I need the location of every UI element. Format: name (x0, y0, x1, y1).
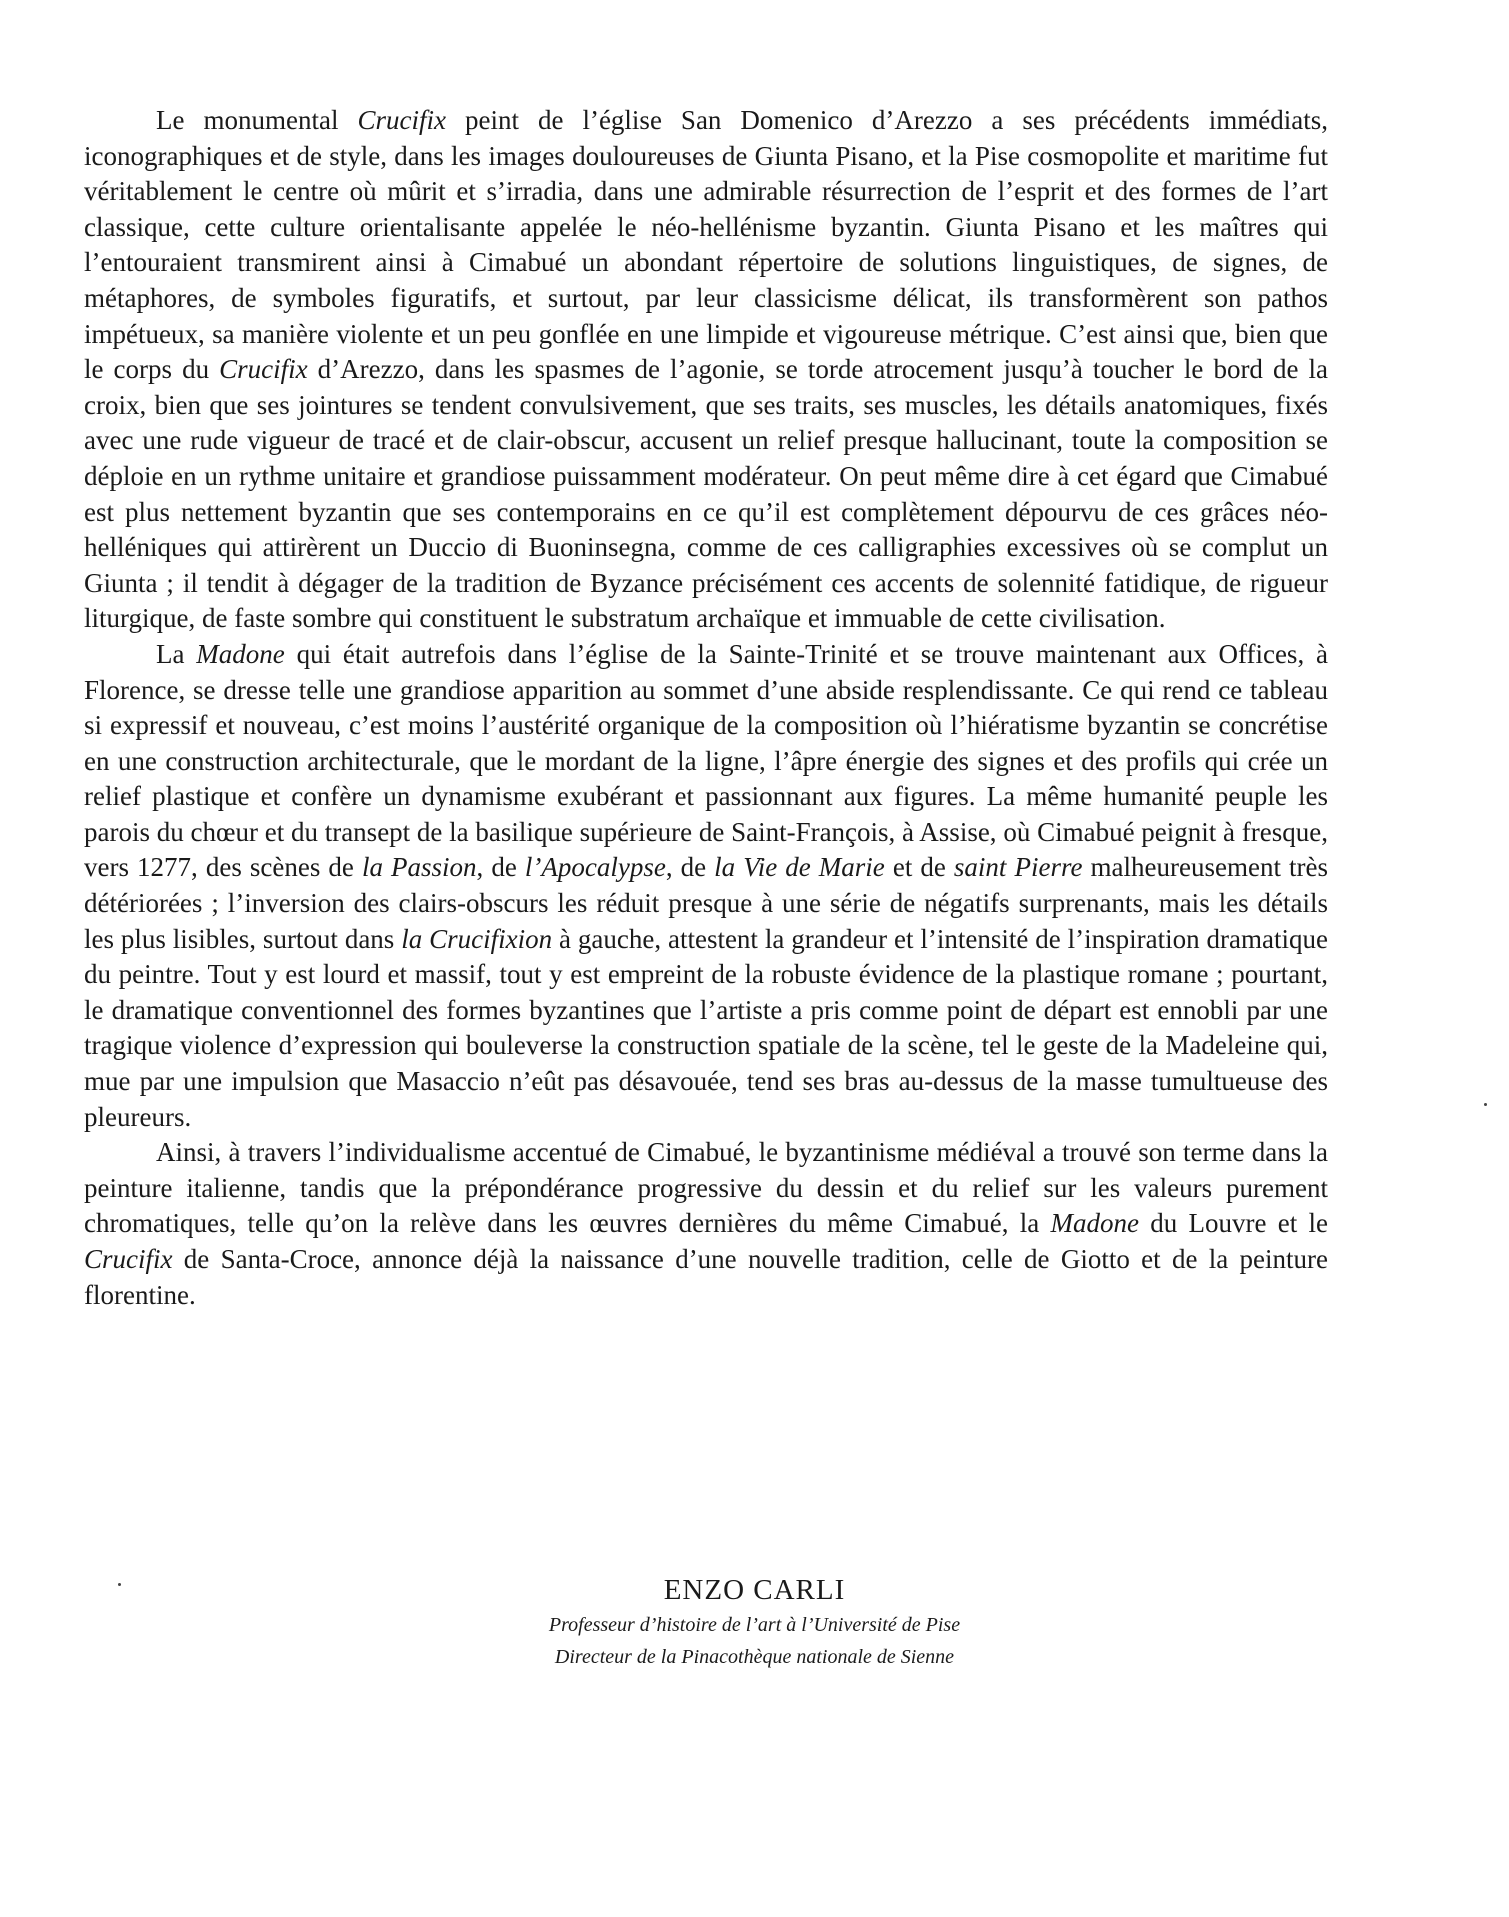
text-segment: peint de l’église San Domenico d’Arezzo a ses précédents immédiats, iconographiques et de style, dans les images douloureuses de Giunta Pisano, et la Pise cosmopolite et maritime fut véritablement le centre où mûrit et s’irradia, dans une admirable résurrection de l’esprit et des formes de l’art classique, cette culture orientalisante appelée le néo-hellénisme byzantin. Giunta Pisano et les maîtres qui l’entouraient transmirent ainsi à Cimabué un abondant répertoire de solutions linguistiques, de signes, de métaphores, de symboles figuratifs, et surtout, par leur classicisme délicat, ils transformèrent son pathos impétueux, sa manière violente et un peu gonflée en une limpide et vigoureuse métrique. C’est ainsi que, bien que le corps du (84, 105, 1329, 385)
text-segment: du Louvre et le (1139, 1208, 1328, 1239)
body-text (84, 103, 1328, 1313)
text-segment: et de (884, 852, 954, 883)
paragraph-3 (84, 1135, 1328, 1313)
text-segment: , de (476, 852, 525, 883)
author-name: ENZO CARLI (663, 1574, 846, 1606)
italic-text-segment: Madone (196, 638, 285, 669)
italic-text-segment: saint Pierre (953, 852, 1083, 883)
scan-speck (1484, 1103, 1487, 1106)
author-title-line-1: Professeur d’histoire de l’art à l’Université de Pise (548, 1614, 961, 1636)
text-segment: malheureusement très détériorées ; l’inversion des clairs-obscurs les réduit presque à une série de négatifs surprenants, mais les détails les plus lisibles, surtout dans (84, 852, 1328, 954)
paragraph-1 (84, 103, 1328, 637)
italic-text-segment: Madone (1050, 1208, 1140, 1239)
text-segment: Ainsi, à travers l’individualisme accentué de Cimabué, le byzantinisme médiéval a trouvé son terme dans la peinture italienne, tandis que la prépondérance progressive du dessin et du relief sur les valeurs purement chromatiques, telle qu’on la relève dans les œuvres dernières du même Cimabué, la (84, 1137, 1328, 1239)
text-segment: Le monumental (156, 105, 358, 135)
author-title-line-2: Directeur de la Pinacothèque nationale de Sienne (554, 1646, 955, 1668)
text-segment: , de (665, 852, 715, 883)
scan-speck (118, 1583, 121, 1586)
text-segment: qui était autrefois dans l’église de la Sainte-Trinité et se trouve maintenant aux Offices, à Florence, se dresse telle une grandiose apparition au sommet d’une abside resplendissante. Ce qui rend ce tableau si expressif et nouveau, c’est moins l’austérité organique de la composition où l’hiératisme byzantin se concrétise en une construction architecturale, que le mordant de la ligne, l’âpre énergie des signes et des profils qui crée un relief plastique et confère un dynamisme exubérant et passionnant aux figures. La même humanité peuple les parois du chœur et du transept de la basilique supérieure de Saint-François, à Assise, où Cimabué peignit à fresque, vers 1277, des scènes de (84, 638, 1328, 883)
italic-text-segment: Crucifix (219, 354, 308, 385)
text-segment: d’Arezzo, dans les spasmes de l’agonie, se torde atrocement jusqu’à toucher le bord de la croix, bien que ses jointures se tendent convulsivement, que ses traits, ses muscles, les détails anatomiques, fixés avec une rude vigueur de tracé et de clair-obscur, accusent un relief presque hallucinant, toute la composition se déploie en un rythme unitaire et grandiose puissamment modérateur. On peut même dire à cet égard que Cimabué est plus nettement byzantin que ses contemporains en ce qu’il est complètement dépourvu de ces grâces néo-helléniques qui attirèrent un Duccio di Buoninsegna, comme de ces calligraphies excessives où se complut un Giunta ; il tendit à dégager de la tradition de Byzance précisément ces accents de solennité fatidique, de rigueur liturgique, de faste sombre qui constituent le substratum archaïque et immuable de cette civilisation. (84, 354, 1328, 634)
italic-text-segment: Crucifix (357, 105, 446, 135)
italic-text-segment: la Passion (361, 852, 477, 883)
italic-text-segment: l’Apocalypse (524, 852, 666, 883)
text-segment: de Santa-Croce, annonce déjà la naissance d’une nouvelle tradition, celle de Giotto et de la peinture florentine. (84, 1244, 1328, 1310)
paragraph-2 (84, 637, 1328, 1135)
italic-text-segment: la Crucifixion (401, 923, 553, 954)
italic-text-segment: la Vie de Marie (714, 852, 885, 883)
italic-text-segment: Crucifix (84, 1244, 173, 1274)
text-segment: à gauche, attestent la grandeur et l’intensité de l’inspiration dramatique du peintre. Tout y est lourd et massif, tout y est empreint de la robuste évidence de la plastique romane ; pourtant, le dramatique conventionnel des formes byzantines que l’artiste a pris comme point de départ est ennobli par une tragique violence d’expression qui bouleverse la construction spatiale de la scène, tel le geste de la Madeleine qui, mue par une impulsion que Masaccio n’eût pas désavouée, tend ses bras au-dessus de la masse tumultueuse des pleureurs. (84, 923, 1328, 1132)
text-segment: La (156, 638, 197, 669)
